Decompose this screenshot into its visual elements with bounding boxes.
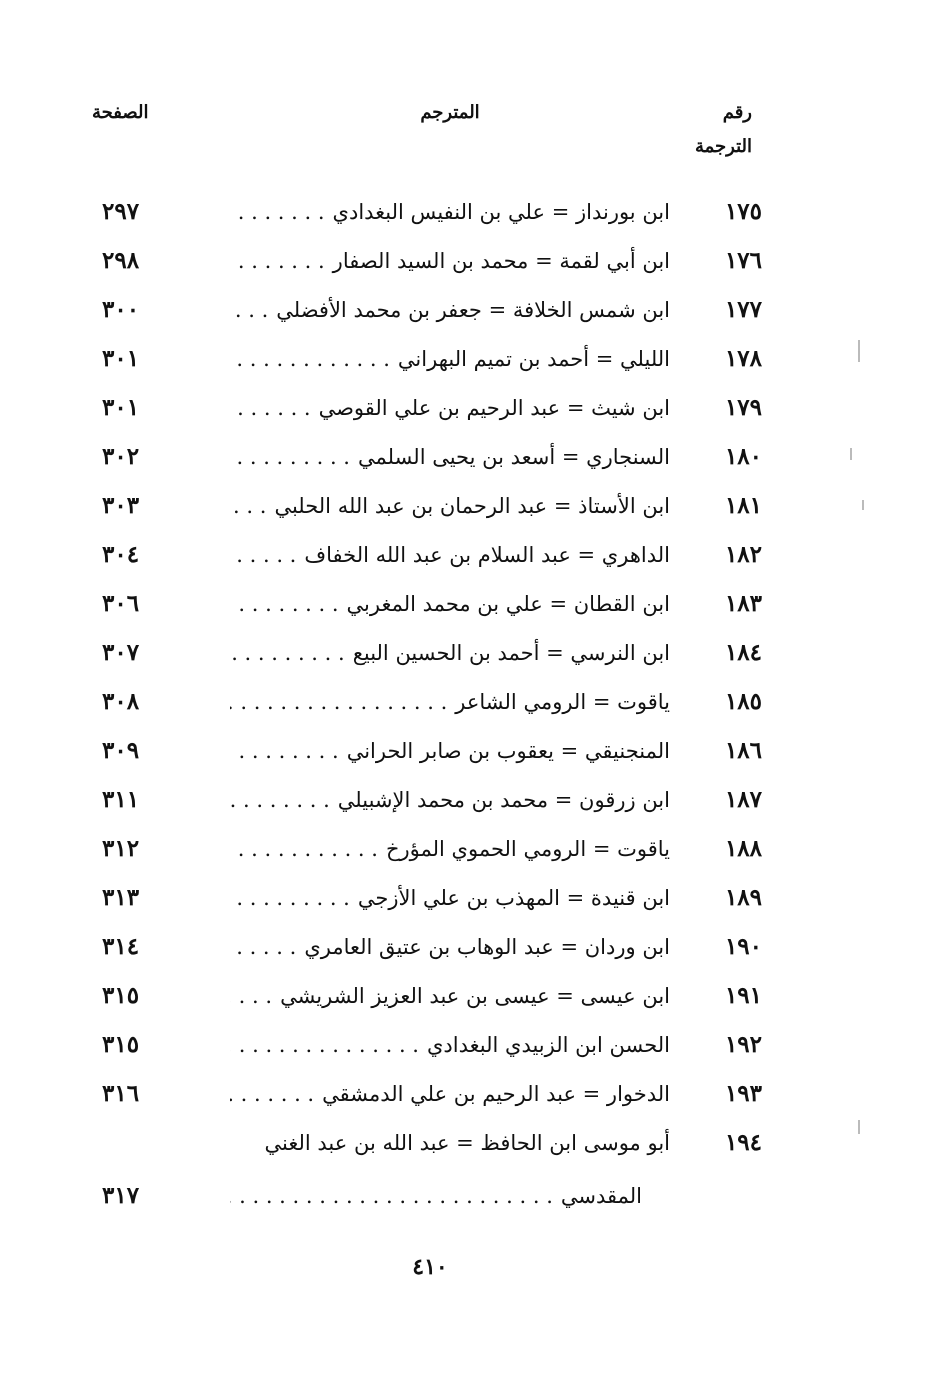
index-entry	[100, 339, 770, 379]
index-entry	[100, 290, 770, 330]
entry-number: ١٩٠	[724, 933, 762, 960]
entry-number: ١٧٨	[724, 345, 762, 372]
entry-name-text: الداهري = عبد السلام بن عبد الله الخفاف	[296, 543, 670, 567]
continuation-row	[100, 1176, 770, 1216]
entry-page-continuation: ٣١٧	[102, 1182, 140, 1209]
entry-page: ٣١٥	[102, 1031, 140, 1058]
entry-name-text: ابن النرسي = أحمد بن الحسين البيع	[345, 641, 670, 665]
index-entry	[100, 437, 770, 477]
entry-number: ١٨١	[724, 492, 762, 519]
entry-name-text: ابن عيسى = عيسى بن عبد العزيز الشريشي	[272, 984, 670, 1008]
entry-page: ٣١١	[102, 786, 140, 813]
entry-page: ٣٠٠	[102, 296, 140, 323]
entry-name	[230, 780, 670, 820]
entry-name	[230, 976, 670, 1016]
entry-name	[230, 584, 670, 624]
entry-name-text: ابن القطان = علي بن محمد المغربي	[339, 592, 670, 616]
index-entry	[100, 388, 770, 428]
entry-page: ٣٠٧	[102, 639, 140, 666]
entry-name-text: ابن زرقون = محمد بن محمد الإشبيلي	[330, 788, 670, 812]
entry-page: ٣١٥	[102, 982, 140, 1009]
entry-number: ١٧٦	[724, 247, 762, 274]
scan-mark	[858, 340, 860, 362]
index-entry	[100, 584, 770, 624]
entry-name-text: ياقوت = الرومي الشاعر	[447, 690, 670, 714]
entry-page: ٣٠٨	[102, 688, 140, 715]
entry-number: ١٩٢	[724, 1031, 762, 1058]
entry-name-text: ابن أبي لقمة = محمد بن السيد الصفار	[325, 249, 670, 273]
index-entry	[100, 731, 770, 771]
page-number: ٤١٠	[412, 1254, 448, 1280]
entry-name-text: ابن شمس الخلافة = جعفر بن محمد الأفضلي	[268, 298, 670, 322]
index-entry	[100, 535, 770, 575]
entry-name	[230, 829, 670, 869]
entry-number: ١٨٦	[724, 737, 762, 764]
entry-number: ١٨٣	[724, 590, 762, 617]
index-entry	[100, 829, 770, 869]
entry-name: أبو موسى ابن الحافظ = عبد الله بن عبد الغني	[264, 1131, 670, 1155]
entry-page: ٣٠٩	[102, 737, 140, 764]
entry-name-text: الحسن ابن الزبيدي البغدادي	[419, 1033, 670, 1057]
entry-name	[230, 535, 670, 575]
entry-name-text: الليلي = أحمد بن تميم البهراني	[390, 347, 670, 371]
entry-number: ١٨٠	[724, 443, 762, 470]
entry-name	[230, 682, 670, 722]
index-entry	[100, 1025, 770, 1065]
entry-name	[230, 241, 670, 281]
entry-name	[230, 290, 670, 330]
entry-number: ١٨٩	[724, 884, 762, 911]
entry-number: ١٧٧	[724, 296, 762, 323]
entry-name	[230, 633, 670, 673]
index-entry	[100, 878, 770, 918]
entry-name	[230, 1074, 670, 1114]
entry-number: ١٧٩	[724, 394, 762, 421]
entry-number: ١٩٣	[724, 1080, 762, 1107]
entry-number: ١٧٥	[724, 198, 762, 225]
column-header-page: الصفحة	[92, 102, 149, 123]
entry-page: ٣٠٢	[102, 443, 140, 470]
entry-number: ١٩١	[724, 982, 762, 1009]
entry-name	[230, 927, 670, 967]
entry-name	[230, 1025, 670, 1065]
index-entry	[100, 1074, 770, 1114]
index-entry	[100, 780, 770, 820]
entry-name-text: الدخوار = عبد الرحيم بن علي الدمشقي	[314, 1082, 670, 1106]
entry-number: ١٩٤	[724, 1129, 762, 1156]
index-entry	[100, 1123, 770, 1163]
entry-page: ٣٠٣	[102, 492, 140, 519]
entry-number: ١٨٧	[724, 786, 762, 813]
entry-page: ٣٠١	[102, 394, 140, 421]
index-entry	[100, 192, 770, 232]
column-header-translation-number: رقم الترجمة	[694, 102, 752, 157]
entry-page: ٢٩٨	[102, 247, 140, 274]
index-entry	[100, 927, 770, 967]
entry-number: ١٨٨	[724, 835, 762, 862]
entry-name	[230, 731, 670, 771]
entry-number: ١٨٤	[724, 639, 762, 666]
entry-name	[230, 437, 670, 477]
entry-number: ١٨٥	[724, 688, 762, 715]
entry-name-text: ابن شيث = عبد الرحيم بن علي القوصي	[311, 396, 670, 420]
column-header-translated-person: المترجم	[420, 102, 480, 123]
scan-mark	[862, 500, 864, 510]
index-entry	[100, 486, 770, 526]
index-entry	[100, 682, 770, 722]
entry-name-text: ياقوت = الرومي الحموي المؤرخ	[378, 837, 670, 861]
entry-name-text: المنجنيقي = يعقوب بن صابر الحراني	[339, 739, 670, 763]
index-entry	[100, 241, 770, 281]
entry-page: ٣٠٤	[102, 541, 140, 568]
entry-name	[230, 486, 670, 526]
entry-name-text: السنجاري = أسعد بن يحيى السلمي	[350, 445, 670, 469]
entry-name-continuation: المقدسي . . .	[230, 1176, 670, 1216]
entry-name	[230, 192, 670, 232]
entry-name	[230, 388, 670, 428]
index-entry	[100, 633, 770, 673]
scan-mark	[858, 1120, 860, 1134]
entry-name-text: ابن وردان = عبد الوهاب بن عتيق العامري	[296, 935, 670, 959]
entry-page: ٣٠١	[102, 345, 140, 372]
entry-name	[230, 878, 670, 918]
entry-page: ٣٠٦	[102, 590, 140, 617]
entry-name-text: ابن بورنداز = علي بن النفيس البغدادي	[325, 200, 670, 224]
entry-page: ٣١٣	[102, 884, 140, 911]
entry-page: ٣١٢	[102, 835, 140, 862]
entry-page: ٣١٤	[102, 933, 140, 960]
entry-name-text: ابن قنيدة = المهذب بن علي الأزجي	[350, 886, 670, 910]
entry-page: ٣١٦	[102, 1080, 140, 1107]
entry-name-text: ابن الأستاذ = عبد الرحمان بن عبد الله الحلبي	[266, 494, 670, 518]
scan-mark	[850, 448, 852, 460]
entry-number: ١٨٢	[724, 541, 762, 568]
entry-page: ٢٩٧	[102, 198, 140, 225]
entry-name	[230, 339, 670, 379]
index-entry	[100, 976, 770, 1016]
